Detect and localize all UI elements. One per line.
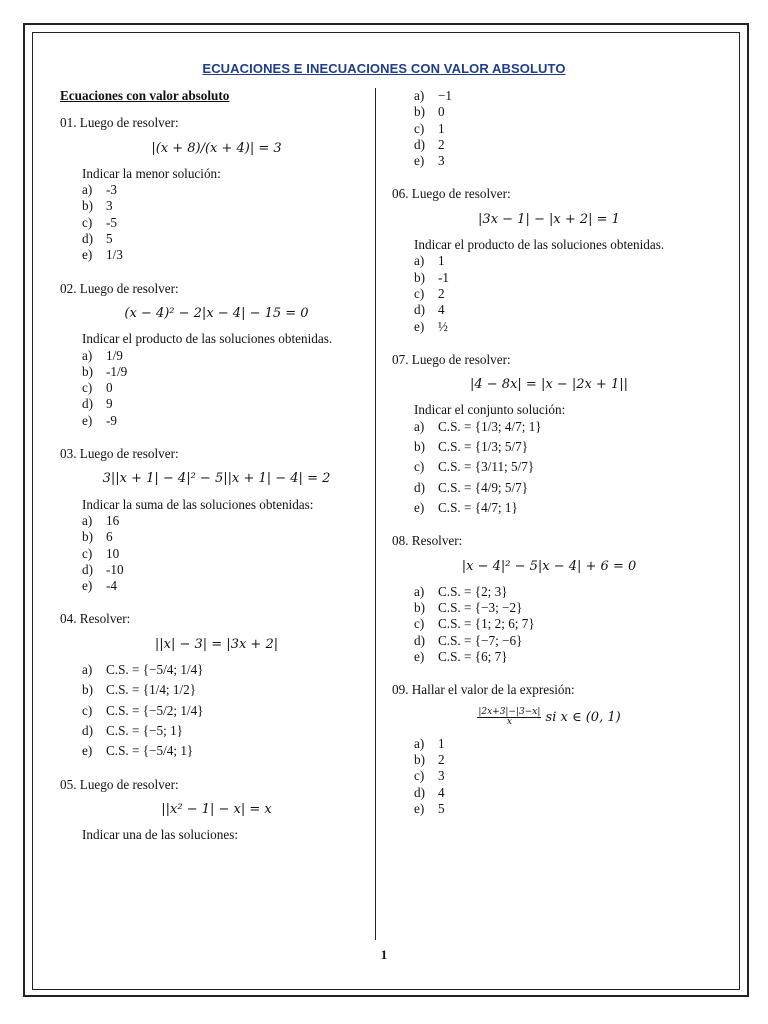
question-label: 03. Luego de resolver: <box>60 446 179 462</box>
question-06 <box>392 186 686 334</box>
option-item <box>82 513 353 529</box>
option-value: -4 <box>106 578 117 594</box>
option-letter: c) <box>82 545 93 561</box>
option-value: 10 <box>106 545 120 561</box>
option-letter: e) <box>414 153 425 169</box>
option-item <box>414 253 686 269</box>
equation: |x − 4|² − 5|x − 4| + 6 = 0 <box>461 558 637 574</box>
option-item <box>414 752 686 768</box>
question-05-options <box>392 88 686 169</box>
option-letter: c) <box>414 285 425 301</box>
option-item <box>414 768 686 784</box>
options-list <box>414 253 686 334</box>
option-letter: b) <box>414 269 425 285</box>
option-item <box>82 380 353 396</box>
option-value: C.S. = {6; 7} <box>438 649 508 665</box>
option-value: ½ <box>438 318 448 334</box>
fraction-numerator: |2x+3|−|3−x| <box>478 706 541 717</box>
question-label: 07. Luego de resolver: <box>392 351 511 367</box>
option-item <box>82 348 353 364</box>
question-prompt: Indicar el producto de las soluciones obtenidas. <box>82 331 333 347</box>
question-prompt: Indicar la menor solución: <box>82 165 221 181</box>
equation: ||x| − 3| = |3x + 2| <box>154 636 279 652</box>
question-prompt: Indicar la suma de las soluciones obtenidas: <box>82 496 314 512</box>
option-value: 4 <box>438 784 445 800</box>
option-letter: a) <box>414 735 425 751</box>
option-letter: d) <box>414 479 425 495</box>
option-value: 3 <box>438 768 445 784</box>
option-value: 4 <box>438 302 445 318</box>
option-item <box>414 801 686 817</box>
option-letter: c) <box>414 459 425 475</box>
option-item <box>82 364 353 380</box>
option-letter: c) <box>82 380 93 396</box>
options-list <box>414 736 686 817</box>
equation: |4 − 8x| = |x − |2x + 1|| <box>470 377 628 393</box>
option-letter: b) <box>414 104 425 120</box>
option-letter: a) <box>414 418 425 434</box>
option-value: C.S. = {4/9; 5/7} <box>438 479 529 495</box>
option-value: -1/9 <box>106 363 128 379</box>
option-item <box>82 723 353 739</box>
option-item <box>414 137 686 153</box>
question-07 <box>392 352 686 516</box>
option-value: 0 <box>438 104 445 120</box>
question-prompt: Indicar el producto de las soluciones obtenidas. <box>414 237 665 253</box>
section-heading: Ecuaciones con valor absoluto <box>60 88 230 103</box>
option-value: -9 <box>106 412 117 428</box>
equation: |3x − 1| − |x + 2| = 1 <box>478 211 620 227</box>
option-item <box>82 231 353 247</box>
option-item <box>82 578 353 594</box>
option-letter: e) <box>82 247 93 263</box>
option-item <box>82 743 353 759</box>
option-letter: e) <box>82 743 93 759</box>
option-value: −1 <box>438 88 453 103</box>
option-value: C.S. = {−5/4; 1/4} <box>106 662 204 678</box>
option-value: 1 <box>438 120 445 136</box>
question-prompt: Indicar el conjunto solución: <box>414 402 566 418</box>
option-value: C.S. = {1/4; 1/2} <box>106 682 197 698</box>
option-value: 3 <box>106 198 113 214</box>
option-value: 2 <box>438 136 445 152</box>
option-item <box>82 215 353 231</box>
option-value: C.S. = {3/11; 5/7} <box>438 459 535 475</box>
option-letter: c) <box>82 702 93 718</box>
option-value: C.S. = {−7; −6} <box>438 632 523 648</box>
option-letter: e) <box>414 318 425 334</box>
option-value: 0 <box>106 380 113 396</box>
option-value: 16 <box>106 512 120 528</box>
question-label: 08. Resolver: <box>392 533 463 549</box>
option-value: 6 <box>106 529 113 545</box>
option-letter: d) <box>82 722 93 738</box>
option-letter: e) <box>82 412 93 428</box>
options-list <box>414 584 686 665</box>
option-letter: a) <box>82 662 93 678</box>
fraction-denominator: x <box>506 716 512 727</box>
option-item <box>82 546 353 562</box>
column-divider <box>375 88 376 940</box>
question-02 <box>60 281 353 429</box>
options-list <box>82 182 353 263</box>
option-value: C.S. = {−5/2; 1/4} <box>106 702 204 718</box>
options-list <box>414 419 686 516</box>
option-value: C.S. = {1/3; 4/7; 1} <box>438 418 542 434</box>
option-letter: a) <box>82 347 93 363</box>
option-letter: e) <box>414 800 425 816</box>
question-label: 02. Luego de resolver: <box>60 280 179 296</box>
option-letter: b) <box>414 439 425 455</box>
option-item <box>414 736 686 752</box>
option-value: C.S. = {2; 3} <box>438 583 508 599</box>
option-letter: d) <box>414 632 425 648</box>
right-column <box>392 88 686 834</box>
option-letter: a) <box>82 512 93 528</box>
option-letter: b) <box>414 600 425 616</box>
option-letter: a) <box>414 253 425 269</box>
option-letter: d) <box>414 784 425 800</box>
option-letter: d) <box>82 396 93 412</box>
option-item <box>414 302 686 318</box>
equation: ||x² − 1| − x| = x <box>161 801 272 817</box>
option-item <box>82 198 353 214</box>
option-value: -5 <box>106 214 117 230</box>
option-item <box>414 785 686 801</box>
option-value: C.S. = {−5/4; 1} <box>106 743 194 759</box>
option-letter: a) <box>414 583 425 599</box>
option-value: 1 <box>438 735 445 751</box>
question-01 <box>60 115 353 263</box>
option-item <box>414 104 686 120</box>
option-item <box>414 584 686 600</box>
question-03 <box>60 446 353 594</box>
equation <box>412 708 686 727</box>
equation: |(x + 8)/(x + 4)| = 3 <box>151 140 282 156</box>
option-letter: e) <box>414 649 425 665</box>
option-letter: c) <box>414 616 425 632</box>
options-list <box>82 348 353 429</box>
question-04 <box>60 611 353 759</box>
option-letter: b) <box>82 682 93 698</box>
option-value: 5 <box>438 800 445 816</box>
option-value: 3 <box>438 153 445 169</box>
option-value: -3 <box>106 182 117 198</box>
options-list <box>82 513 353 594</box>
option-letter: e) <box>414 499 425 515</box>
question-label: 05. Luego de resolver: <box>60 776 179 792</box>
option-letter: d) <box>414 302 425 318</box>
option-value: 2 <box>438 751 445 767</box>
option-item <box>414 319 686 335</box>
question-05 <box>60 777 353 844</box>
option-item <box>414 600 686 616</box>
option-item <box>82 703 353 719</box>
option-item <box>82 247 353 263</box>
option-item <box>82 529 353 545</box>
option-letter: a) <box>414 88 425 103</box>
option-item <box>414 439 686 455</box>
option-value: C.S. = {−5; 1} <box>106 722 184 738</box>
left-column <box>60 88 353 860</box>
option-item <box>414 633 686 649</box>
question-label: 09. Hallar el valor de la expresión: <box>392 682 575 698</box>
option-item <box>414 270 686 286</box>
option-value: 1/9 <box>106 347 123 363</box>
option-letter: d) <box>414 136 425 152</box>
option-value: 5 <box>106 231 113 247</box>
option-item <box>414 121 686 137</box>
page-title: ECUACIONES E INECUACIONES CON VALOR ABSOLUTO <box>202 61 566 76</box>
option-item <box>414 500 686 516</box>
equation: 3||x + 1| − 4|² − 5||x + 1| − 4| = 2 <box>102 471 331 487</box>
option-value: 2 <box>438 285 445 301</box>
option-value: 1 <box>438 253 445 269</box>
question-09 <box>392 682 686 817</box>
question-prompt: Indicar una de las soluciones: <box>82 827 239 843</box>
option-letter: b) <box>82 198 93 214</box>
equation: (x − 4)² − 2|x − 4| − 15 = 0 <box>124 305 309 321</box>
fraction <box>477 708 541 727</box>
option-value: -10 <box>106 561 124 577</box>
question-label: 04. Resolver: <box>60 611 131 627</box>
options-list <box>82 662 353 759</box>
option-item <box>414 459 686 475</box>
option-item <box>82 182 353 198</box>
option-letter: b) <box>82 363 93 379</box>
option-letter: d) <box>82 231 93 247</box>
option-value: -1 <box>438 269 449 285</box>
equation-condition: si x ∈ (0, 1) <box>545 709 621 725</box>
option-item <box>82 562 353 578</box>
option-letter: c) <box>414 120 425 136</box>
option-value: C.S. = {1/3; 5/7} <box>438 439 529 455</box>
option-value: 1/3 <box>106 247 123 263</box>
option-item <box>82 682 353 698</box>
option-item <box>82 396 353 412</box>
option-value: C.S. = {4/7; 1} <box>438 499 518 515</box>
option-letter: c) <box>414 768 425 784</box>
option-item <box>414 88 686 104</box>
question-label: 06. Luego de resolver: <box>392 186 511 202</box>
page-number: 1 <box>380 947 388 962</box>
question-label: 01. Luego de resolver: <box>60 115 179 131</box>
option-item <box>82 413 353 429</box>
option-item <box>414 480 686 496</box>
option-item <box>414 649 686 665</box>
option-item <box>414 616 686 632</box>
option-letter: e) <box>82 578 93 594</box>
option-letter: a) <box>82 182 93 198</box>
option-item <box>82 662 353 678</box>
options-list <box>414 88 686 169</box>
option-letter: b) <box>414 751 425 767</box>
option-value: C.S. = {−3; −2} <box>438 600 523 616</box>
option-letter: b) <box>82 529 93 545</box>
question-08 <box>392 533 686 665</box>
option-letter: d) <box>82 561 93 577</box>
option-item <box>414 419 686 435</box>
option-value: 9 <box>106 396 113 412</box>
option-item <box>414 153 686 169</box>
option-value: C.S. = {1; 2; 6; 7} <box>438 616 535 632</box>
option-item <box>414 286 686 302</box>
option-letter: c) <box>82 214 93 230</box>
